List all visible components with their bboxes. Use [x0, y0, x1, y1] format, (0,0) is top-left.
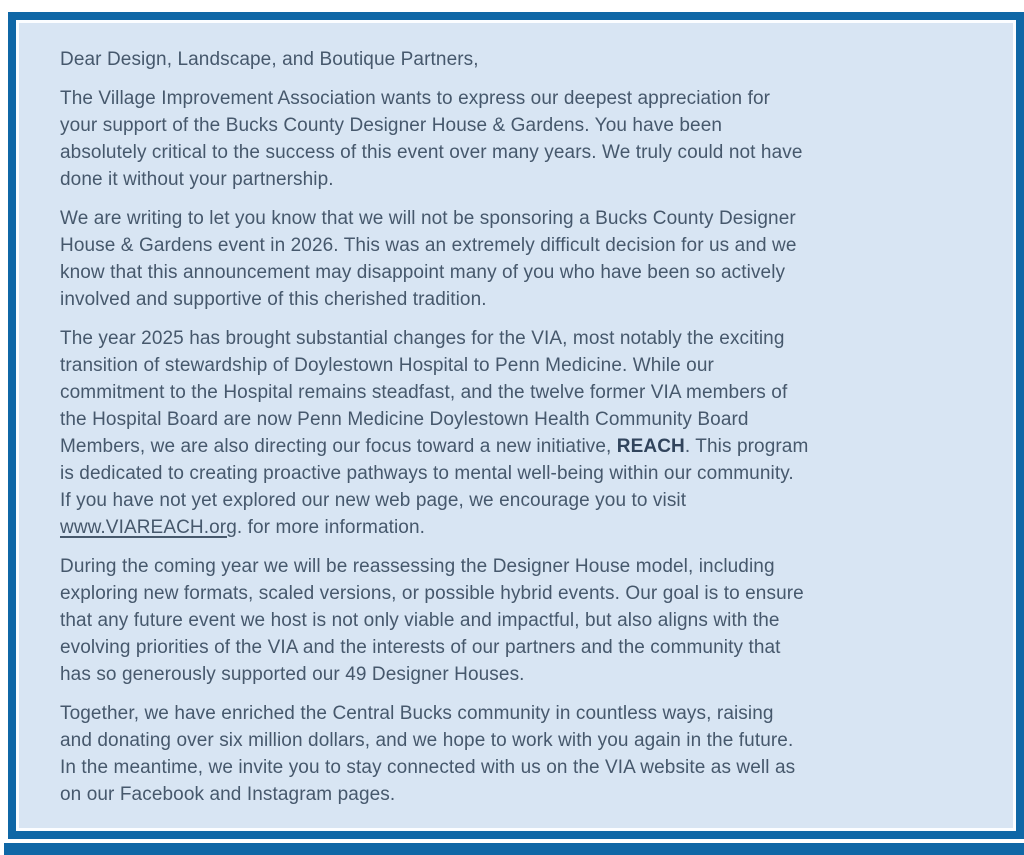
text-segment: Members, we are also directing our focus toward a new initiative,	[60, 436, 617, 457]
reach-bold-text: REACH	[616, 436, 685, 457]
text-segment: on our Facebook and Instagram pages.	[60, 784, 396, 805]
letter-body	[16, 20, 1016, 808]
text-segment: . for more information.	[236, 517, 426, 538]
paragraph	[60, 700, 958, 808]
text-segment: House & Gardens event in 2026. This was an extremely difficult decision for us and we	[60, 235, 797, 256]
text-segment: that any future event we host is not only viable and impactful, but also aligns with the	[60, 610, 780, 631]
bottom-border-bar	[4, 843, 1024, 855]
text-segment: The Village Improvement Association wants to express our deepest appreciation for	[60, 88, 771, 109]
text-segment: Dear Design, Landscape, and Boutique Partners,	[60, 49, 479, 70]
text-segment: your support of the Bucks County Designer House & Gardens. You have been	[60, 115, 723, 136]
text-segment: absolutely critical to the success of this event over many years. We truly could not have	[60, 142, 803, 163]
text-segment: exploring new formats, scaled versions, or possible hybrid events. Our goal is to ensure	[60, 583, 804, 604]
text-segment: transition of stewardship of Doylestown Hospital to Penn Medicine. While our	[60, 355, 714, 376]
text-segment: commitment to the Hospital remains steadfast, and the twelve former VIA members of	[60, 382, 788, 403]
text-segment: has so generously supported our 49 Designer Houses.	[60, 664, 525, 685]
paragraph	[60, 553, 958, 688]
text-segment: and donating over six million dollars, and we hope to work with you again in the future.	[60, 730, 794, 751]
paragraph	[60, 46, 958, 73]
viareach-link[interactable]: www.VIAREACH.org	[60, 517, 237, 538]
text-segment: the Hospital Board are now Penn Medicine Doylestown Health Community Board	[60, 409, 749, 430]
letter-frame	[8, 12, 1024, 839]
paragraph	[60, 205, 958, 313]
text-segment: involved and supportive of this cherished tradition.	[60, 289, 487, 310]
text-segment: Together, we have enriched the Central Bucks community in countless ways, raising	[60, 703, 774, 724]
text-segment: If you have not yet explored our new web page, we encourage you to visit	[60, 490, 687, 511]
text-segment: In the meantime, we invite you to stay connected with us on the VIA website as well as	[60, 757, 796, 778]
text-segment: evolving priorities of the VIA and the interests of our partners and the community that	[60, 637, 781, 658]
text-segment: done it without your partnership.	[60, 169, 334, 190]
text-segment: . This program	[684, 436, 809, 457]
text-segment: know that this announcement may disappoint many of you who have been so actively	[60, 262, 786, 283]
text-segment: We are writing to let you know that we will not be sponsoring a Bucks County Designer	[60, 208, 796, 229]
text-segment: During the coming year we will be reassessing the Designer House model, including	[60, 556, 775, 577]
paragraph	[60, 85, 958, 193]
text-segment: The year 2025 has brought substantial changes for the VIA, most notably the exciting	[60, 328, 785, 349]
text-segment: is dedicated to creating proactive pathways to mental well-being within our community.	[60, 463, 794, 484]
paragraph	[60, 325, 958, 541]
